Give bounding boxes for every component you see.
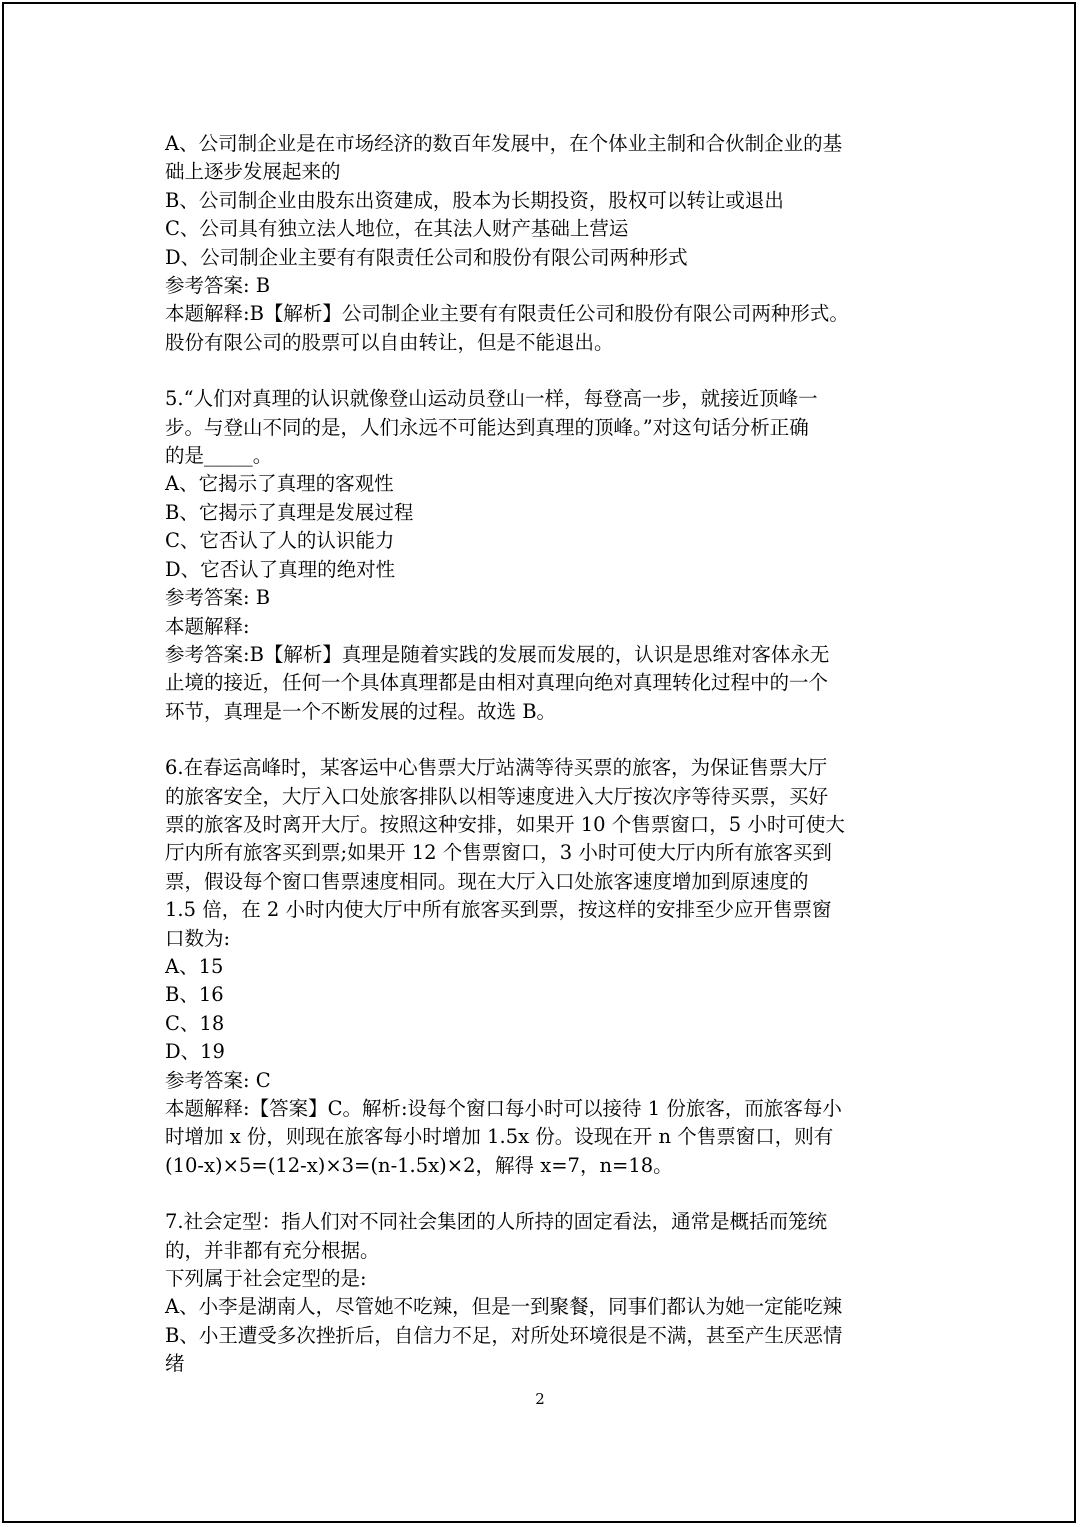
- text-line: A、公司制企业是在市场经济的数百年发展中，在个体业主制和合伙制企业的基: [165, 132, 843, 155]
- text-line: 1.5 倍，在 2 小时内使大厅中所有旅客买到票，按这样的安排至少应开售票窗: [165, 898, 832, 922]
- question-block-q5: [165, 385, 925, 726]
- text-line: 口数为:: [165, 926, 231, 950]
- document-body: [165, 130, 925, 1407]
- text-line: 7.社会定型：指人们对不同社会集团的人所持的固定看法，通常是概括而笼统: [165, 1210, 828, 1234]
- text-line: D、19: [165, 1040, 225, 1064]
- text-line: 本题解释:: [165, 614, 250, 638]
- text-line: C、18: [165, 1011, 225, 1035]
- text-line: 的是_____。: [165, 444, 273, 468]
- text-line: 止境的接近，任何一个具体真理都是由相对真理向绝对真理转化过程中的一个: [165, 671, 829, 695]
- text-line: A、15: [165, 954, 224, 978]
- text-line: D、公司制企业主要有有限责任公司和股份有限公司两种形式: [165, 245, 688, 269]
- page-number: 2: [535, 1390, 545, 1408]
- text-line: 参考答案: B: [165, 274, 271, 298]
- text-line: B、公司制企业由股东出资建成，股本为长期投资，股权可以转让或退出: [165, 188, 784, 212]
- text-line: (10-x)×5=(12-x)×3=(n-1.5x)×2，解得 x=7，n=18。: [165, 1153, 673, 1177]
- text-line: 股份有限公司的股票可以自由转让，但是不能退出。: [165, 330, 614, 354]
- text-line: 的，并非都有充分根据。: [165, 1238, 380, 1262]
- text-line: 本题解释:【答案】C。解析:设每个窗口每小时可以接待 1 份旅客，而旅客每小: [165, 1097, 842, 1120]
- question-block-q4-tail: [165, 130, 925, 357]
- text-line: 本题解释:B【解析】公司制企业主要有有限责任公司和股份有限公司两种形式。: [165, 302, 849, 326]
- text-line: A、小李是湖南人，尽管她不吃辣，但是一到聚餐，同事们都认为她一定能吃辣: [165, 1295, 843, 1319]
- text-line: 参考答案: B: [165, 586, 271, 610]
- text-line: D、它否认了真理的绝对性: [165, 557, 396, 581]
- text-line: 础上逐步发展起来的: [165, 160, 341, 184]
- text-line: 步。与登山不同的是，人们永远不可能达到真理的顶峰。”对这句话分析正确: [165, 415, 809, 439]
- text-line: 6.在春运高峰时，某客运中心售票大厅站满等待买票的旅客，为保证售票大厅: [165, 756, 828, 780]
- text-line: 票的旅客及时离开大厅。按照这种安排，如果开 10 个售票窗口，5 小时可使大: [165, 812, 845, 836]
- text-line: 参考答案: C: [165, 1068, 271, 1092]
- text-line: 票，假设每个窗口售票速度相同。现在大厅入口处旅客速度增加到原速度的: [165, 869, 809, 893]
- text-line: B、16: [165, 983, 224, 1007]
- text-line: C、公司具有独立法人地位，在其法人财产基础上营运: [165, 217, 629, 241]
- text-line: 下列属于社会定型的是:: [165, 1267, 367, 1291]
- text-line: 参考答案:B【解析】真理是随着实践的发展而发展的，认识是思维对客体永无: [165, 642, 830, 666]
- text-line: 绪: [165, 1352, 185, 1376]
- text-line: A、它揭示了真理的客观性: [165, 472, 394, 496]
- text-line: 5.“人们对真理的认识就像登山运动员登山一样，每登高一步，就接近顶峰一: [165, 387, 818, 411]
- text-line: C、它否认了人的认识能力: [165, 529, 395, 553]
- text-line: 环节，真理是一个不断发展的过程。故选 B。: [165, 699, 557, 723]
- text-line: B、它揭示了真理是发展过程: [165, 500, 414, 524]
- text-line: B、小王遭受多次挫折后，自信力不足，对所处环境很是不满，甚至产生厌恶情: [165, 1323, 843, 1347]
- question-block-q7: [165, 1208, 925, 1378]
- text-line: 时增加 x 份，则现在旅客每小时增加 1.5x 份。设现在开 n 个售票窗口，则有: [165, 1125, 834, 1149]
- question-block-q6: [165, 754, 925, 1180]
- text-line: 的旅客安全，大厅入口处旅客排队以相等速度进入大厅按次序等待买票，买好: [165, 784, 829, 808]
- text-line: 厅内所有旅客买到票;如果开 12 个售票窗口，3 小时可使大厅内所有旅客买到: [165, 841, 832, 865]
